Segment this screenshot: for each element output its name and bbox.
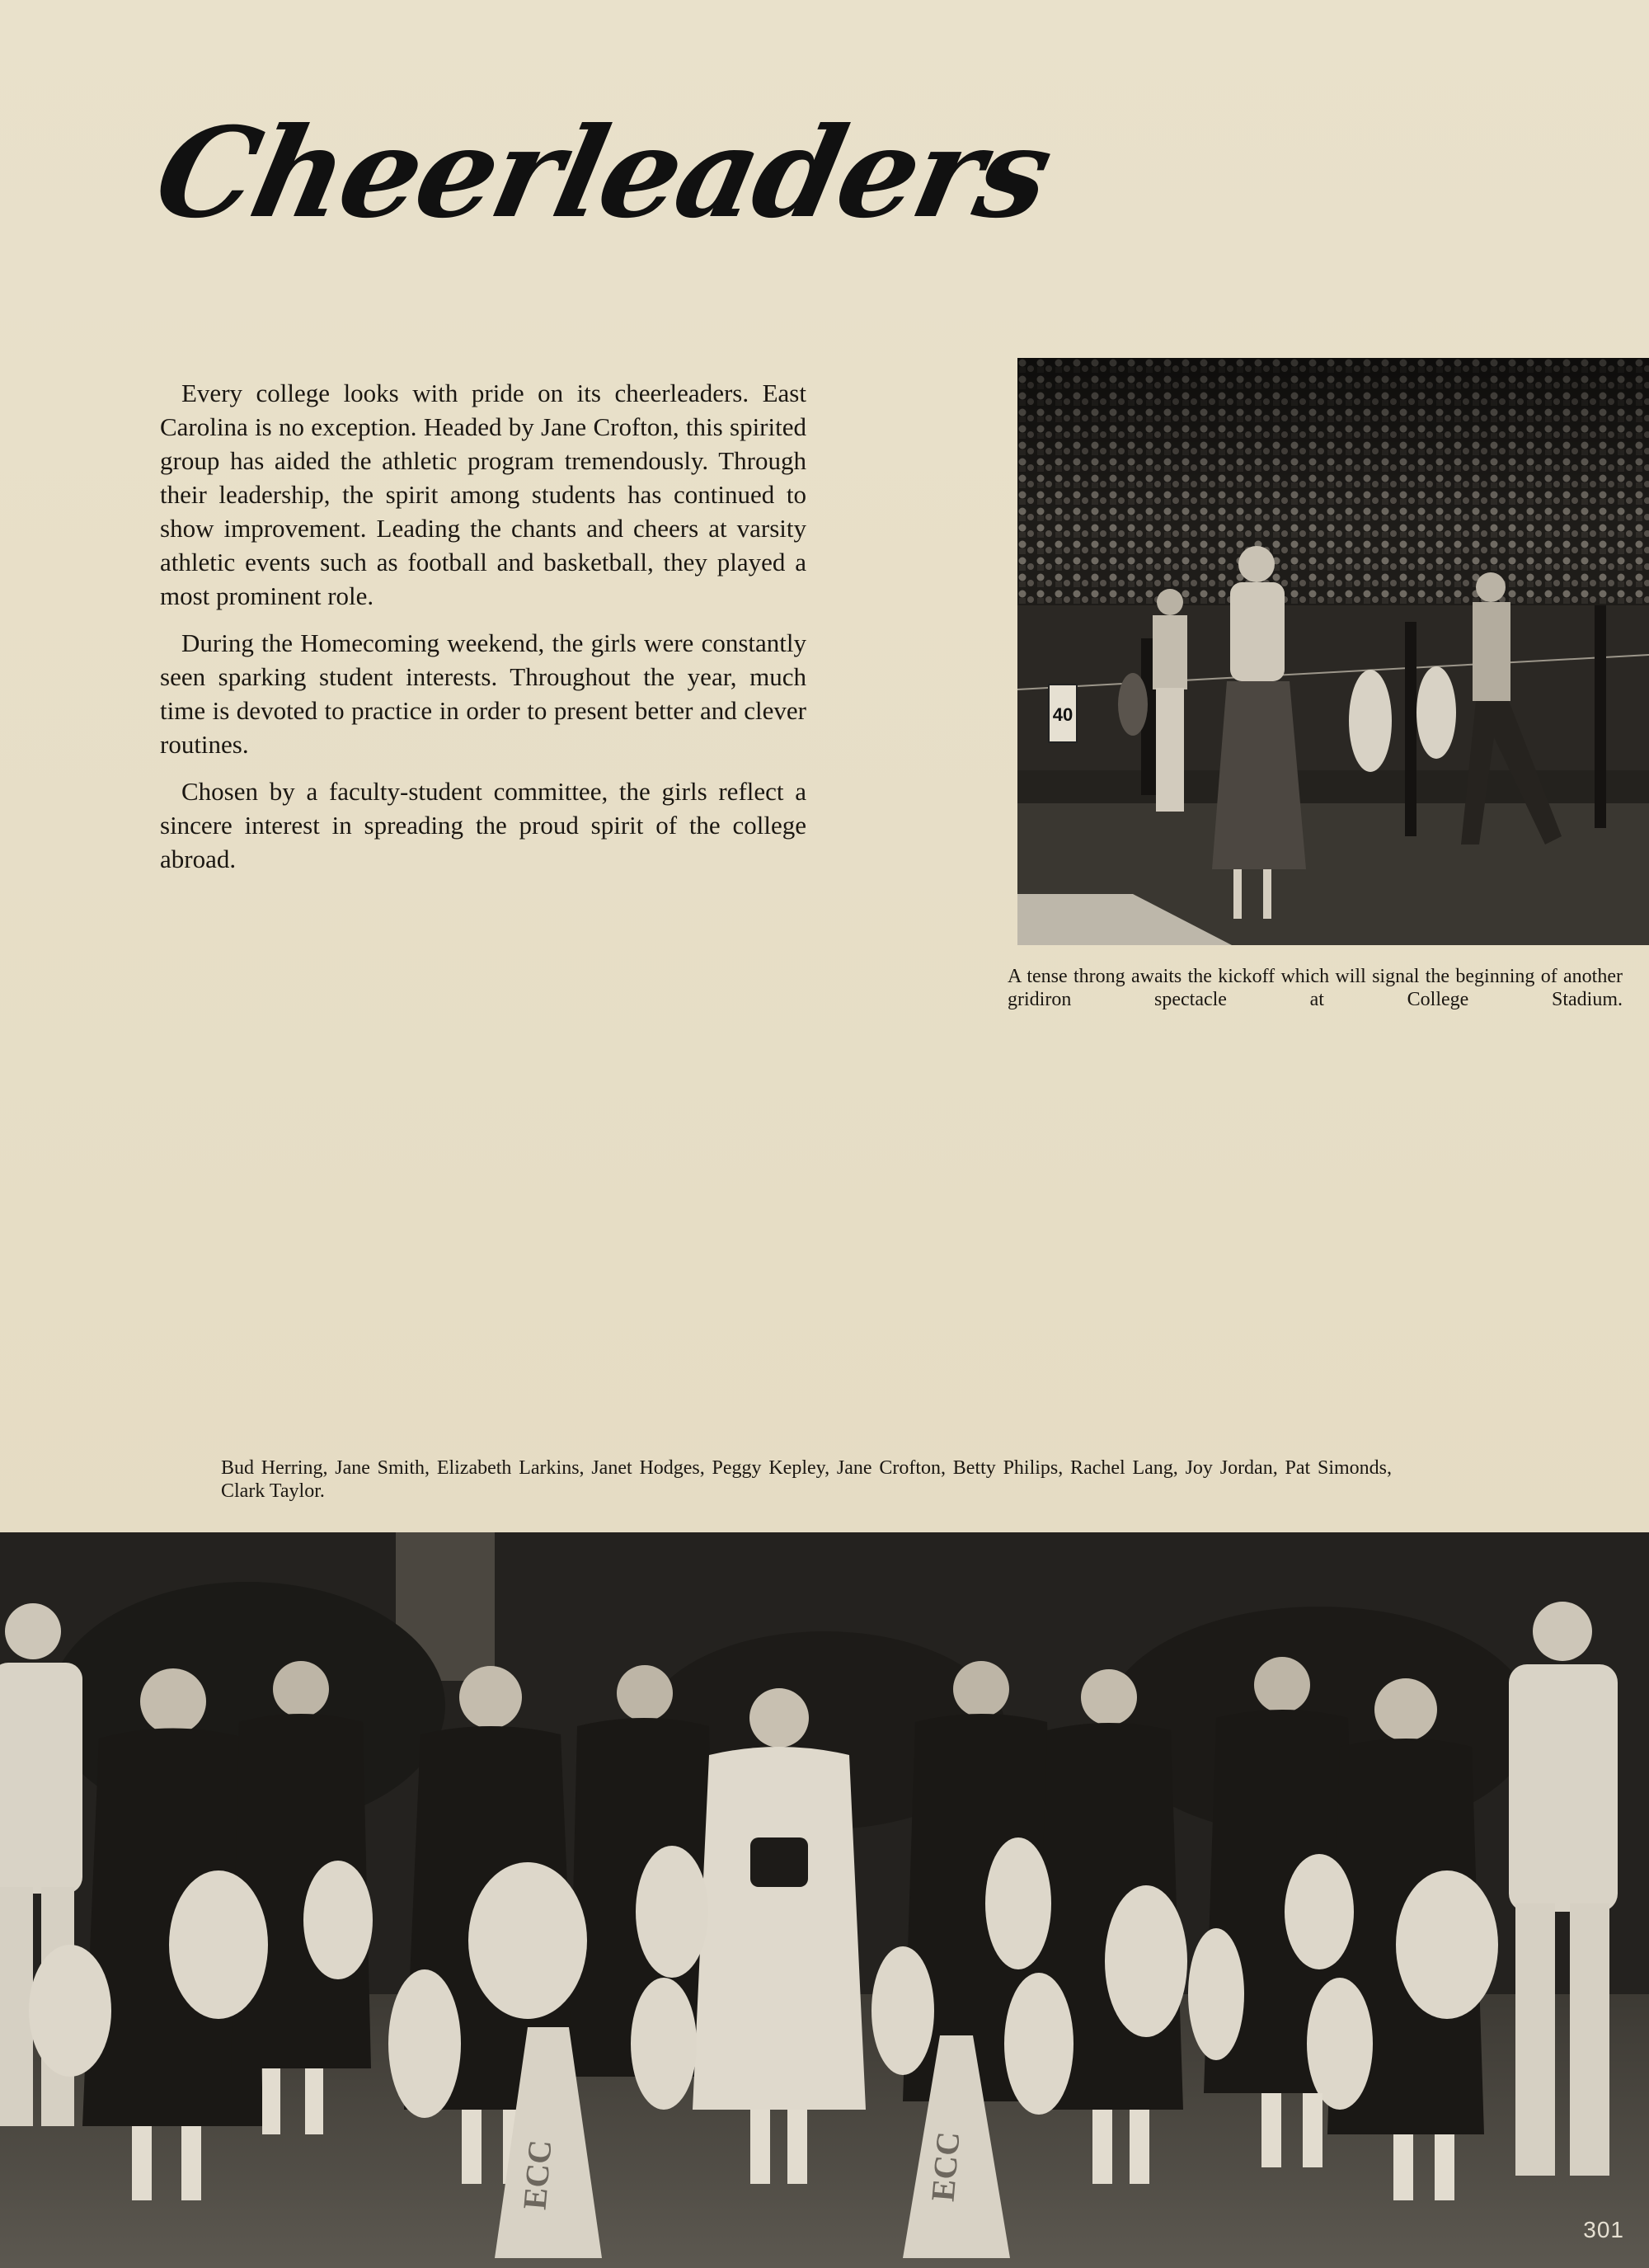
cheerleaders-group-photo [0, 1532, 1649, 2268]
score-sign-text: 40 [1052, 704, 1073, 725]
cheerleaders-names-caption: Bud Herring, Jane Smith, Elizabeth Larkins, Janet Hodges, Peggy Kepley, Jane Crofton, Betty Philips, Rachel Lang, Joy Jordan, Pat Simonds, Clark Taylor. [221, 1457, 1392, 1502]
spectator-figure [1153, 589, 1187, 812]
page-title: Cheerleaders [143, 101, 1062, 246]
stadium-crowd-illustration [1017, 358, 1649, 945]
article-paragraph-3: Chosen by a faculty-student committee, the girls reflect a sincere interest in spreading the proud spirit of the college abroad. [160, 777, 806, 873]
score-sign [1049, 685, 1077, 742]
crowd-photo-caption: A tense throng awaits the kickoff which will signal the beginning of another gridiron spectacle at College Stadium. [1008, 966, 1623, 1010]
megaphone-text: ECC [515, 2138, 559, 2211]
stadium-crowd-photo [1017, 358, 1649, 945]
page-number: 301 [1583, 2217, 1624, 2242]
article-paragraph-2: During the Homecoming weekend, the girls were constantly seen sparking student interests. Throughout the year, much time is devoted to practice in order to present better and clever routines. [160, 628, 806, 759]
article-paragraph-1: Every college looks with pride on its cheerleaders. East Carolina is no exception. Headed by Jane Crofton, this spirited group has aided the athletic program tremendously. Through their leadership, the spirit among students has continued to show improvement. Leading the chants and cheers at varsity athletic events such as football and basketball, they played a most prominent role. [160, 379, 806, 610]
cheerleaders-group-illustration [0, 1532, 1649, 2268]
article-body [160, 376, 806, 889]
megaphone-text: ECC [923, 2129, 967, 2203]
